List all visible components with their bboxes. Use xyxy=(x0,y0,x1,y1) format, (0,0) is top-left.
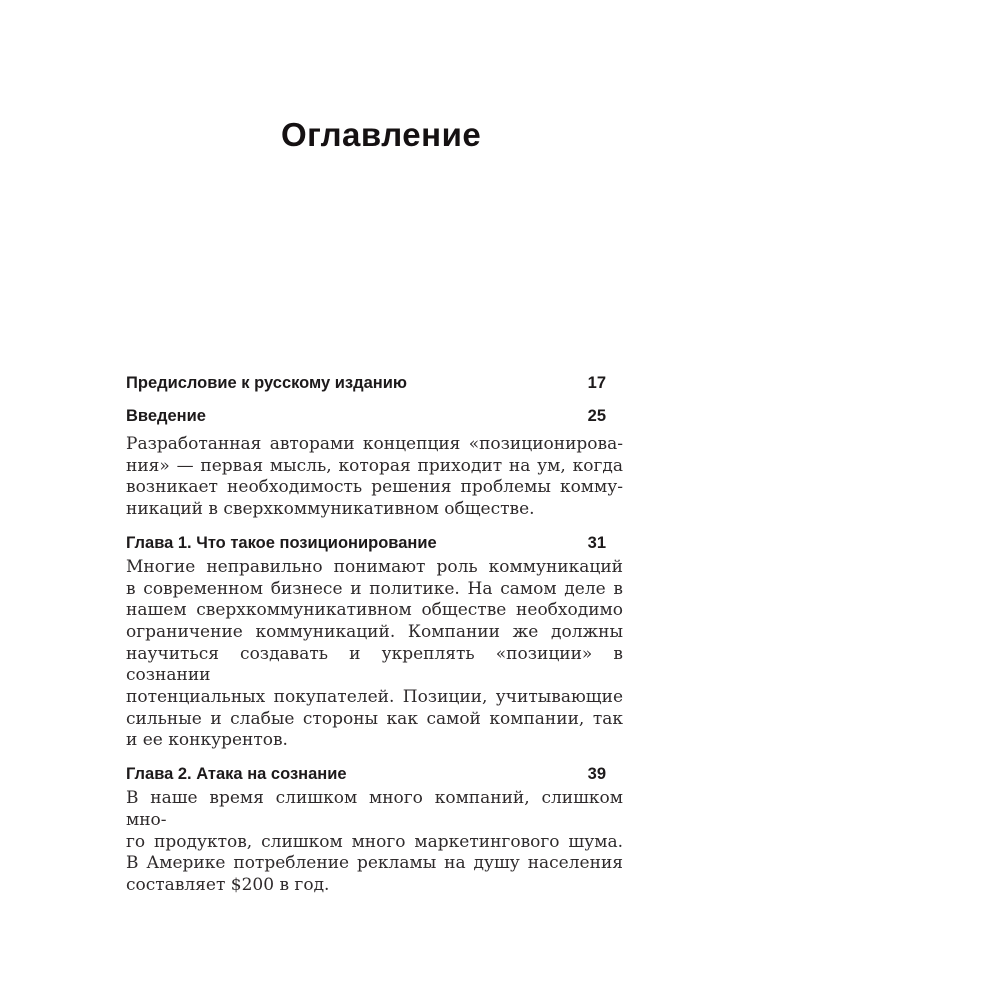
description-line: в современном бизнесе и политике. На самом деле в xyxy=(126,578,623,599)
toc-entry-row xyxy=(126,405,623,427)
description-line: ния» — первая мысль, которая приходит на ум, когда xyxy=(126,455,623,476)
entry-title: Предисловие к русскому изданию xyxy=(126,374,407,392)
description-line: В Америке потребление рекламы на душу населения xyxy=(126,853,623,874)
description-line: потенциальных покупателей. Позиции, учитывающие xyxy=(126,687,623,708)
description-line: сильные и слабые стороны как самой компании, так xyxy=(126,708,623,729)
description-line: нашем сверхкоммуникативном обществе необходимо xyxy=(126,600,623,621)
description-line: ограничение коммуникаций. Компании же должны xyxy=(126,621,623,642)
entry-description xyxy=(126,434,623,521)
description-line: научиться создавать и укреплять «позиции» в сознании xyxy=(126,643,623,686)
description-line: никаций в сверхкоммуникативном обществе. xyxy=(126,499,535,520)
toc-entry-row xyxy=(126,372,623,394)
toc-entry-row xyxy=(126,532,623,554)
entry-page-number: 17 xyxy=(587,374,606,392)
description-line: Многие неправильно понимают роль коммуникаций xyxy=(126,556,623,577)
toc-entry xyxy=(126,372,623,394)
entry-description xyxy=(126,788,623,897)
entry-title: Глава 1. Что такое позиционирование xyxy=(126,533,437,552)
description-line: го продуктов, слишком много маркетингового шума. xyxy=(126,831,623,852)
entry-page-number: 39 xyxy=(587,765,606,784)
toc-entry xyxy=(126,405,623,521)
toc-entry xyxy=(126,532,623,752)
toc-entry-row xyxy=(126,763,623,785)
description-line: составляет $200 в год. xyxy=(126,874,330,895)
entry-title: Введение xyxy=(126,407,206,425)
page-title: Оглавление xyxy=(281,116,482,154)
entry-description xyxy=(126,557,623,752)
entry-title: Глава 2. Атака на сознание xyxy=(126,765,347,784)
table-of-contents xyxy=(126,372,623,897)
entry-page-number: 25 xyxy=(587,407,606,425)
description-line: Разработанная авторами концепция «позиционирова- xyxy=(126,434,623,454)
description-line: и ее конкурентов. xyxy=(126,730,288,751)
description-line: В наше время слишком много компаний, слишком мно- xyxy=(126,788,623,830)
toc-entry xyxy=(126,763,623,897)
description-line: возникает необходимость решения проблемы комму- xyxy=(126,477,623,498)
entry-page-number: 31 xyxy=(587,533,606,552)
